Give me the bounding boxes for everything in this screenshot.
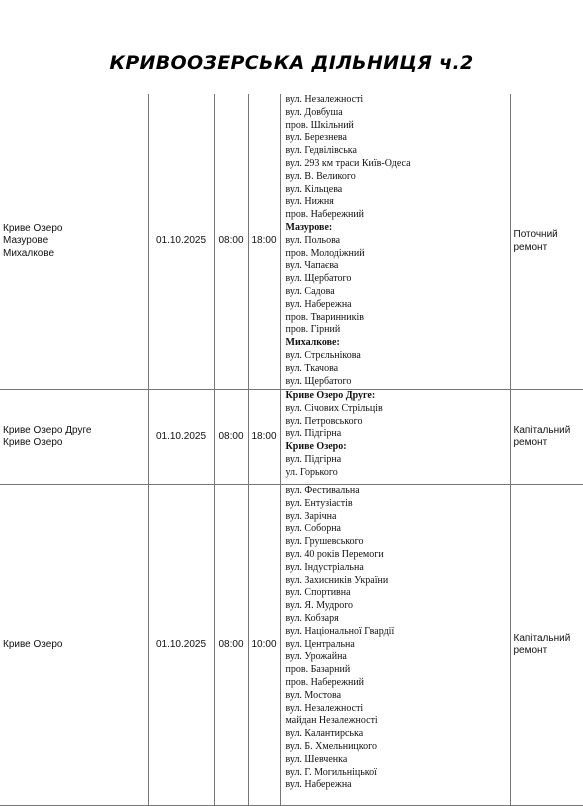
street-item: пров. Базарний (286, 664, 508, 677)
work-type-cell (510, 94, 583, 390)
date-cell: 01.10.2025 (148, 94, 214, 390)
settlement-name: Михалкове (3, 248, 146, 261)
settlement-heading: Михалкове: (286, 337, 508, 350)
street-item: вул. Петровського (286, 416, 508, 429)
street-item: вул. Захисників України (286, 575, 508, 588)
table-row (0, 390, 583, 485)
start-time-cell: 08:00 (214, 485, 248, 806)
street-item: вул. Національної Гвардії (286, 626, 508, 639)
settlement-name: Криве Озеро (3, 639, 146, 652)
work-type-text: ремонт (514, 242, 583, 255)
street-item: вул. Набережна (286, 299, 508, 312)
street-item: пров. Тваринників (286, 312, 508, 325)
street-item: пров. Шкільний (286, 120, 508, 133)
street-item: вул. Зарічна (286, 511, 508, 524)
work-type-cell (510, 485, 583, 806)
settlements-cell (0, 390, 148, 485)
end-time-cell: 18:00 (248, 94, 280, 390)
date-cell: 01.10.2025 (148, 485, 214, 806)
settlement-name: Криве Озеро (3, 223, 146, 236)
page-title: КРИВООЗЕРСЬКА ДІЛЬНИЦЯ ч.2 (0, 52, 583, 74)
settlement-heading: Мазурове: (286, 222, 508, 235)
settlements-cell (0, 94, 148, 390)
street-item: пров. Гірний (286, 324, 508, 337)
streets-cell (280, 390, 510, 485)
street-item: вул. Кільцева (286, 184, 508, 197)
street-item: ул. Горького (286, 467, 508, 480)
street-item: вул. Урожайна (286, 651, 508, 664)
work-type-cell (510, 390, 583, 485)
street-item: вул. 40 років Перемоги (286, 549, 508, 562)
street-item: вул. Гедвілівська (286, 145, 508, 158)
work-type-text: Капітальний (514, 425, 583, 438)
street-item: вул. Польова (286, 235, 508, 248)
street-item: вул. Довбуша (286, 107, 508, 120)
street-item: вул. Г. Могильніцької (286, 767, 508, 780)
street-item: майдан Незалежності (286, 715, 508, 728)
street-item: вул. Незалежності (286, 703, 508, 716)
date-cell: 01.10.2025 (148, 390, 214, 485)
street-item: вул. Підгірна (286, 454, 508, 467)
street-item: вул. Соборна (286, 523, 508, 536)
street-item: вул. Незалежності (286, 94, 508, 107)
settlements-cell (0, 485, 148, 806)
settlement-heading: Криве Озеро: (286, 441, 508, 454)
street-item: вул. Я. Мудрого (286, 600, 508, 613)
street-item: вул. Індустріальна (286, 562, 508, 575)
street-item: вул. Грушевського (286, 536, 508, 549)
street-item: вул. Мостова (286, 690, 508, 703)
street-item: вул. Ткачова (286, 363, 508, 376)
work-type-text: ремонт (514, 645, 583, 658)
street-item: вул. Нижня (286, 196, 508, 209)
street-item: вул. Березнева (286, 132, 508, 145)
streets-cell (280, 94, 510, 390)
street-item: вул. Садова (286, 286, 508, 299)
street-item: вул. Спортивна (286, 587, 508, 600)
street-item: вул. Ентузіастів (286, 498, 508, 511)
street-item: вул. Б. Хмельницкого (286, 741, 508, 754)
street-item: вул. Щербатого (286, 273, 508, 286)
street-item: вул. Щербатого (286, 376, 508, 389)
settlement-heading: Криве Озеро Друге: (286, 390, 508, 403)
start-time-cell: 08:00 (214, 390, 248, 485)
street-item: вул. Чапаєва (286, 260, 508, 273)
street-item: вул. Центральна (286, 639, 508, 652)
settlement-name: Мазурове (3, 235, 146, 248)
street-item: вул. Стрєльнікова (286, 350, 508, 363)
streets-cell (280, 485, 510, 806)
street-item: вул. Набережна (286, 779, 508, 792)
street-item: вул. Калантирська (286, 728, 508, 741)
street-item: вул. Шевченка (286, 754, 508, 767)
street-item: пров. Набережний (286, 677, 508, 690)
street-item: вул. Підгірна (286, 428, 508, 441)
street-item: пров. Набережний (286, 209, 508, 222)
table-row (0, 485, 583, 806)
table-row (0, 94, 583, 390)
outage-schedule-table (0, 94, 583, 806)
work-type-text: Поточний (514, 229, 583, 242)
street-item: вул. Фестивальна (286, 485, 508, 498)
settlement-name: Криве Озеро (3, 437, 146, 450)
work-type-text: Капітальний (514, 633, 583, 646)
work-type-text: ремонт (514, 437, 583, 450)
settlement-name: Криве Озеро Друге (3, 425, 146, 438)
street-item: пров. Молодіжний (286, 248, 508, 261)
street-item: вул. В. Великого (286, 171, 508, 184)
end-time-cell: 10:00 (248, 485, 280, 806)
street-item: вул. Січових Стрільців (286, 403, 508, 416)
start-time-cell: 08:00 (214, 94, 248, 390)
street-item: вул. Кобзаря (286, 613, 508, 626)
end-time-cell: 18:00 (248, 390, 280, 485)
street-item: вул. 293 км траси Київ-Одеса (286, 158, 508, 171)
